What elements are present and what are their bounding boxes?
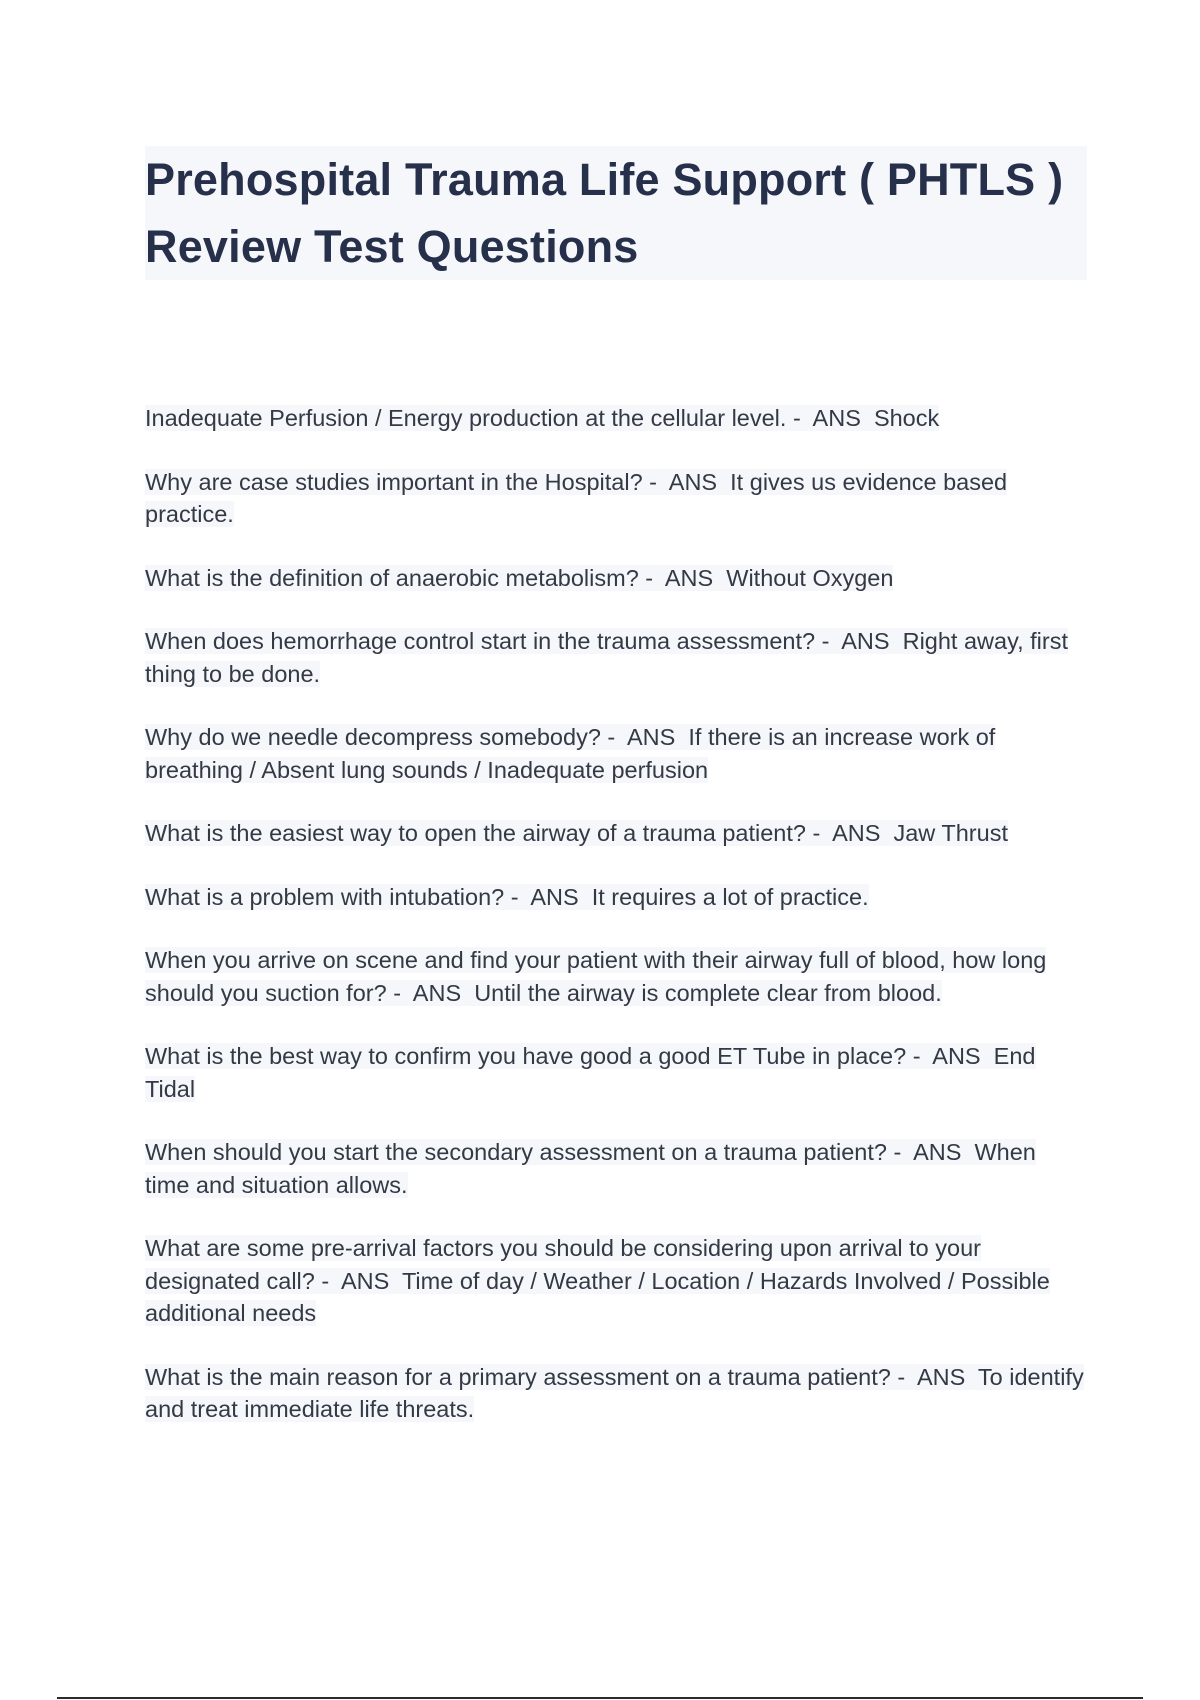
page-bottom-divider (57, 1697, 1143, 1699)
answer-separator: - ANS (906, 1043, 994, 1069)
question-text: When you arrive on scene and find your patient with their airway full of blood, how long should you suction for? (145, 947, 1047, 1006)
answer-separator: - ANS (600, 724, 689, 750)
answer-text: Right away, first thing to be done. (145, 628, 1069, 687)
answer-text: It requires a lot of practice. (591, 883, 869, 910)
answer-text: When time and situation allows. (145, 1139, 1036, 1198)
answer-separator: - ANS (786, 405, 874, 431)
title-block (145, 146, 1087, 280)
qa-item-1 (145, 402, 1085, 435)
qa-item-8 (145, 944, 1085, 1009)
answer-separator: - ANS (504, 883, 592, 910)
answer-text: Jaw Thrust (893, 820, 1008, 846)
answer-separator: - ANS (890, 1363, 978, 1390)
question-text: What is the easiest way to open the airway of a trauma patient? (145, 820, 806, 846)
answer-text: To identify and treat immediate life threats. (145, 1363, 1084, 1422)
answer-separator: - ANS (386, 979, 475, 1006)
qa-item-3 (145, 562, 1085, 595)
answer-text: Until the airway is complete clear from blood. (474, 979, 942, 1006)
title-line-2: Review Test Questions (145, 221, 639, 272)
title-line-1: Prehospital Trauma Life Support ( PHTLS ) (145, 154, 1064, 205)
qa-item-2 (145, 466, 1085, 531)
document-title (145, 146, 1087, 280)
question-text: Why are case studies important in the Hospital? (145, 468, 643, 495)
qa-item-5 (145, 721, 1085, 786)
qa-item-4 (145, 625, 1085, 690)
answer-separator: - ANS (642, 468, 731, 495)
qa-list (145, 402, 1085, 1457)
question-text: Inadequate Perfusion / Energy production at the cellular level. (145, 405, 787, 431)
answer-separator: - ANS (314, 1267, 402, 1294)
question-text: Why do we needle decompress somebody? (145, 724, 601, 750)
qa-item-6 (145, 817, 1085, 850)
answer-separator: - ANS (886, 1139, 975, 1165)
answer-text: If there is an increase work of breathing / Absent lung sounds / Inadequate perfusion (145, 724, 996, 783)
answer-text: End Tidal (145, 1043, 1036, 1102)
answer-separator: - ANS (638, 564, 727, 591)
question-text: What is a problem with intubation? (145, 883, 505, 910)
answer-separator: - ANS (815, 628, 903, 654)
answer-text: It gives us evidence based practice. (145, 468, 1008, 527)
question-text: When should you start the secondary assessment on a trauma patient? (145, 1139, 887, 1165)
question-text: What is the best way to confirm you have good a good ET Tube in place? (145, 1043, 907, 1069)
qa-item-7 (145, 881, 1085, 914)
answer-text: Time of day / Weather / Location / Hazards Involved / Possible additional needs (145, 1267, 1050, 1326)
question-text: When does hemorrhage control start in the trauma assessment? (145, 628, 816, 654)
qa-item-12 (145, 1361, 1085, 1426)
qa-item-9 (145, 1040, 1085, 1105)
qa-item-10 (145, 1136, 1085, 1201)
answer-text: Without Oxygen (726, 564, 894, 591)
answer-text: Shock (873, 405, 940, 431)
answer-separator: - ANS (805, 820, 894, 846)
question-text: What are some pre-arrival factors you should be considering upon arrival to your designated call? (145, 1235, 981, 1294)
question-text: What is the definition of anaerobic metabolism? (145, 564, 639, 591)
question-text: What is the main reason for a primary assessment on a trauma patient? (145, 1363, 891, 1390)
qa-item-11 (145, 1232, 1085, 1330)
